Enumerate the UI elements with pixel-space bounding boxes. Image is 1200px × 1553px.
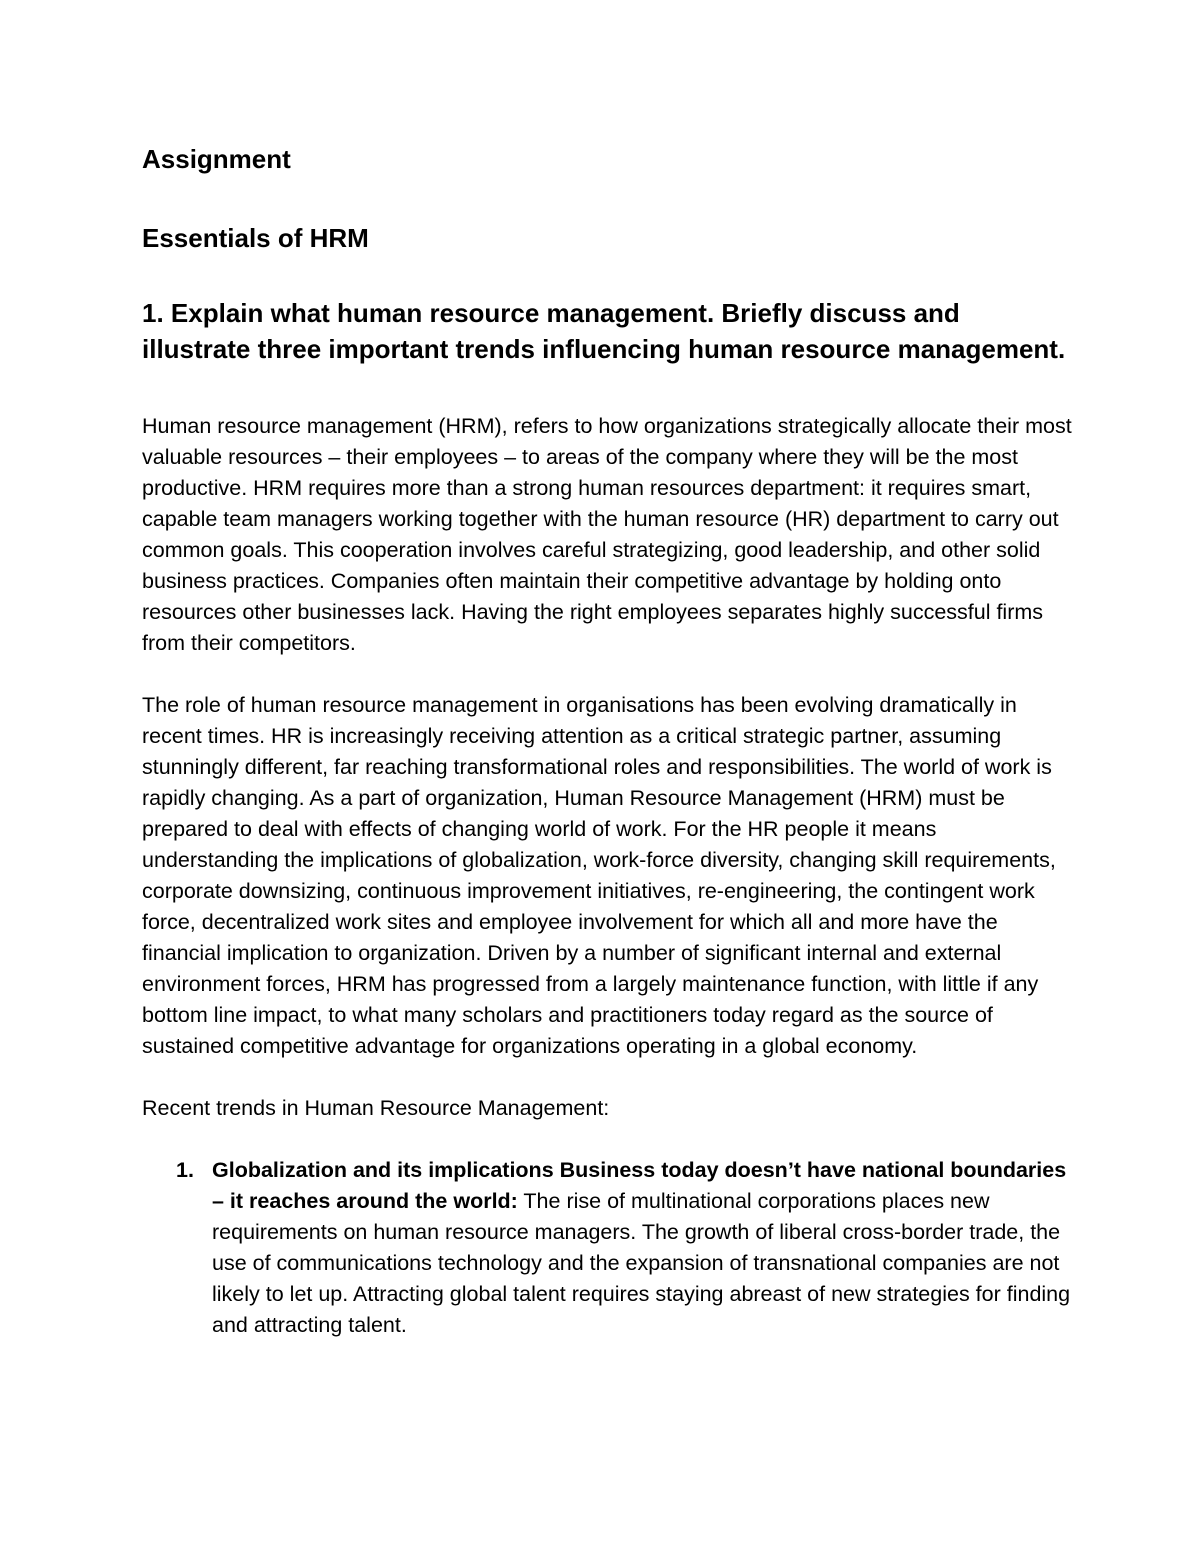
trends-heading: Recent trends in Human Resource Management: — [142, 1096, 610, 1120]
document-page — [142, 140, 1072, 1341]
list-item-text: The rise of multinational corporations places new requirements on human resource managers. The growth of liberal cross-border trade, the use of communications technology and the expansion of transnational companies are not likely to let up. Attracting global talent requires staying abreast of new strategies for finding and attracting talent. — [212, 1189, 1071, 1337]
trends-list — [142, 1155, 1072, 1341]
paragraph-hrm-definition: Human resource management (HRM), refers to how organizations strategically allocate their most valuable resources – their employees – to areas of the company where they will be the most productive. HRM requires more than a strong human resources department: it requires smart, capable team managers working together with the human resource (HR) department to carry out common goals. This cooperation involves careful strategizing, good leadership, and other solid business practices. Companies often maintain their competitive advantage by holding onto resources other businesses lack. Having the right employees separates highly successful firms from their competitors. — [142, 414, 1072, 655]
list-item-lead: Globalization and its implications Business today doesn’t have national boundaries – it reaches around the world: — [212, 1158, 1067, 1213]
document-subtitle: Essentials of HRM — [142, 223, 369, 253]
paragraph-hrm-role: The role of human resource management in organisations has been evolving dramatically in recent times. HR is increasingly receiving attention as a critical strategic partner, assuming stunningly different, far reaching transformational roles and responsibilities. The world of work is rapidly changing. As a part of organization, Human Resource Management (HRM) must be prepared to deal with effects of changing world of work. For the HR people it means understanding the implications of globalization, work-force diversity, changing skill requirements, corporate downsizing, continuous improvement initiatives, re-engineering, the contingent work force, decentralized work sites and employee involvement for which all and more have the financial implication to organization. Driven by a number of significant internal and external environment forces, HRM has progressed from a largely maintenance function, with little if any bottom line impact, to what many scholars and practitioners today regard as the source of sustained competitive advantage for organizations operating in a global economy. — [142, 693, 1056, 1058]
list-item-number: 1. — [176, 1158, 194, 1182]
question-heading: 1. Explain what human resource management. Briefly discuss and illustrate three important trends influencing human resource management. — [142, 298, 1066, 364]
list-item — [142, 1155, 1072, 1341]
document-title: Assignment — [142, 144, 291, 174]
